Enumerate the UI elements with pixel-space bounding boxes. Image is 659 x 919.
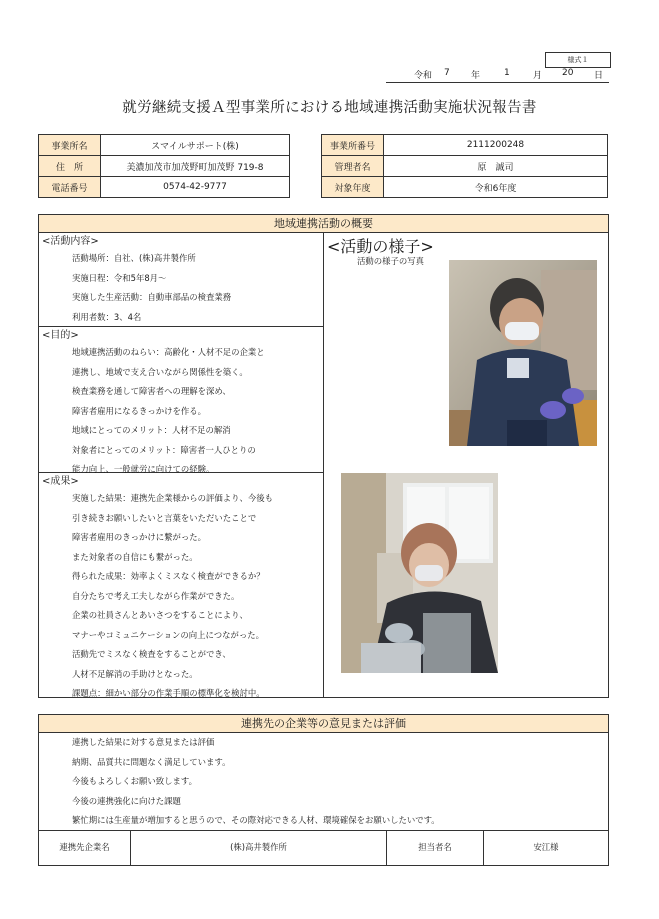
manager-label: 管理者名 bbox=[322, 156, 384, 177]
result-line: 自分たちで考え工夫しながら作業ができた。 bbox=[72, 590, 240, 601]
photo-caption: 活動の様子の写真 bbox=[357, 256, 424, 266]
evaluation-line: 繁忙期には生産量が増加すると思うので、その際対応できる人材、環境確保をお願いしたいです。 bbox=[72, 815, 440, 825]
contact-label: 担当者名 bbox=[418, 842, 452, 852]
result-line: マナーやコミュニケーションの向上につながった。 bbox=[72, 629, 264, 640]
result-line: 障害者雇用のきっかけに繋がった。 bbox=[72, 532, 206, 542]
office-number-table bbox=[321, 134, 608, 198]
office-number-label: 事業所番号 bbox=[322, 135, 384, 156]
purpose-line: 連携し、地域で支え合いながら関係性を築く。 bbox=[72, 366, 248, 377]
evaluation-line: 納期、品質共に問題なく満足しています。 bbox=[72, 756, 231, 767]
evaluation-section bbox=[38, 714, 609, 866]
date-day: 20 bbox=[562, 68, 574, 78]
results bbox=[39, 474, 323, 704]
evaluation-header: 連携先の企業等の意見または評価 bbox=[39, 715, 608, 733]
evaluation-line: 連携した結果に対する意見または評価 bbox=[72, 737, 215, 747]
content-line: 利用者数：3、4名 bbox=[72, 311, 142, 322]
activity-photo-1 bbox=[449, 260, 597, 446]
address-value: 美濃加茂市加茂野町加茂野 719-8 bbox=[101, 156, 290, 177]
result-line: 引き続きお願いしたいと言葉をいただいたことで bbox=[72, 512, 257, 523]
purpose-title: <目的> bbox=[42, 330, 79, 341]
office-name-value: スマイルサポート(株) bbox=[101, 135, 290, 156]
content-line: 実施した生産活動：自動車部品の検査業務 bbox=[72, 292, 232, 302]
date-month: 1 bbox=[504, 68, 510, 78]
purpose-line: 対象者にとってのメリット：障害者一人ひとりの bbox=[72, 444, 256, 455]
phone-label: 電話番号 bbox=[39, 177, 101, 198]
office-number-value: 2111200248 bbox=[384, 135, 608, 156]
result-line: 人材不足解消の手助けとなった。 bbox=[72, 668, 198, 679]
content-line: 活動場所：自社、(株)高井製作所 bbox=[72, 253, 196, 263]
activity-scene-title: <活動の様子> bbox=[327, 237, 434, 256]
result-line: 実施した結果：連携先企業様からの評価より、今後も bbox=[72, 493, 273, 503]
report-date bbox=[386, 66, 609, 83]
office-info-table bbox=[38, 134, 290, 198]
purpose-line: 障害者雇用になるきっかけを作る。 bbox=[72, 405, 206, 416]
result-line: 企業の社員さんとあいさつをすることにより、 bbox=[72, 610, 248, 620]
manager-value: 原 誠司 bbox=[384, 156, 608, 177]
purpose-line: 地域連携活動のねらい：高齢化・人材不足の企業と bbox=[72, 347, 265, 357]
content-line: 実施日程：令和5年8月～ bbox=[72, 272, 167, 283]
office-name-label: 事業所名 bbox=[39, 135, 101, 156]
results-title: <成果> bbox=[42, 476, 79, 487]
result-line: 活動先でミスなく検査をすることができ、 bbox=[72, 649, 231, 659]
page-title: 就労継続支援Ａ型事業所における地域連携活動実施状況報告書 bbox=[122, 100, 537, 116]
date-month-unit: 月 bbox=[533, 71, 543, 81]
address-label: 住 所 bbox=[39, 156, 101, 177]
result-line: 課題点：細かい部分の作業手順の標準化を検討中。 bbox=[72, 688, 265, 698]
date-year: 7 bbox=[444, 68, 450, 78]
date-day-unit: 日 bbox=[594, 71, 604, 81]
overview-section bbox=[38, 214, 609, 698]
activity-content bbox=[39, 234, 323, 327]
date-year-unit: 年 bbox=[471, 71, 481, 81]
evaluation-line: 今後もよろしくお願い致します。 bbox=[72, 776, 197, 786]
activity-photo-2 bbox=[341, 473, 498, 673]
partner-label: 連携先企業名 bbox=[59, 842, 110, 852]
fiscal-year-label: 対象年度 bbox=[322, 177, 384, 198]
partner-value: (株)高井製作所 bbox=[230, 842, 287, 852]
overview-header: 地域連携活動の概要 bbox=[39, 215, 608, 233]
phone-value: 0574-42-9777 bbox=[101, 177, 290, 198]
activity-content-title: <活動内容> bbox=[42, 236, 99, 247]
purpose-line: 検査業務を通して障害者への理解を深め、 bbox=[72, 386, 231, 396]
contact-value: 安江様 bbox=[533, 842, 559, 852]
purpose-line: 能力向上、一般就労に向けての経験。 bbox=[72, 464, 215, 474]
date-era: 令和 bbox=[414, 71, 433, 81]
result-line: また対象者の自信にも繋がった。 bbox=[72, 551, 198, 562]
result-line: 得られた成果：効率よくミスなく検査ができるか？ bbox=[72, 571, 265, 581]
purpose bbox=[39, 328, 323, 480]
fiscal-year-value: 令和6年度 bbox=[384, 177, 608, 198]
evaluation-line: 今後の連携強化に向けた課題 bbox=[72, 795, 181, 806]
purpose-line: 地域にとってのメリット：人材不足の解消 bbox=[72, 425, 231, 435]
form-number: 様式１ bbox=[545, 52, 611, 68]
